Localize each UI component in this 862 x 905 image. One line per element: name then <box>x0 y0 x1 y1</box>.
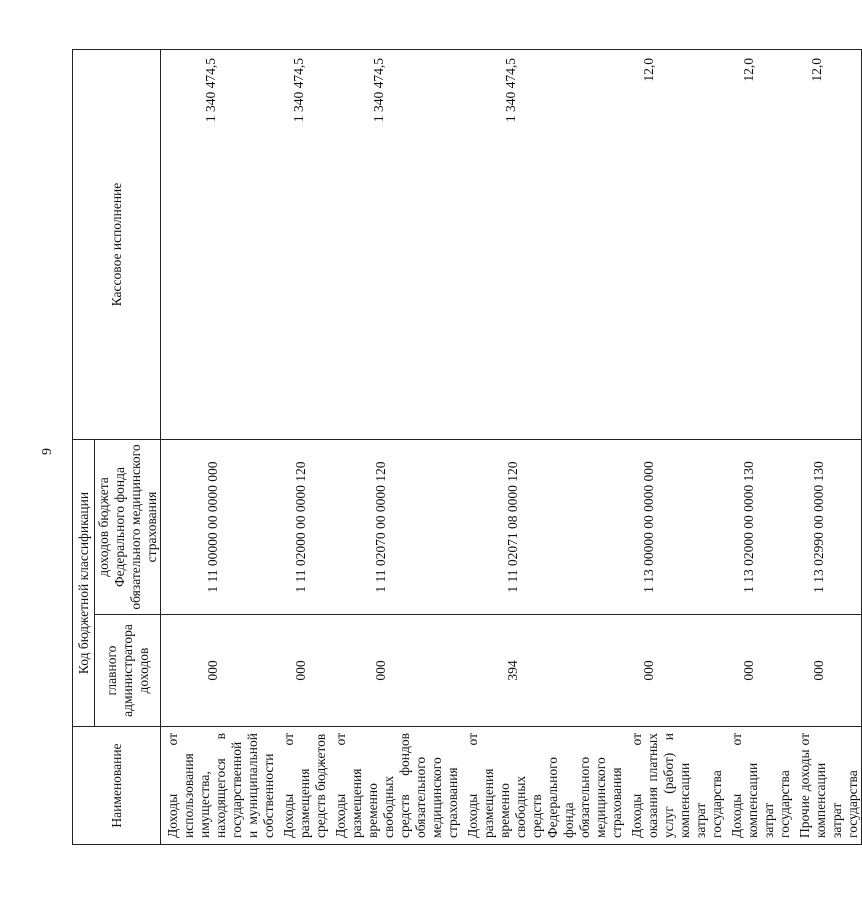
row-income-code: 1 13 00000 00 0000 000 <box>625 440 725 615</box>
row-name: Доходы от размещения временно свободных средств фондов обязательного медицинского страхования <box>329 727 461 845</box>
row-admin-code: 000 <box>277 615 329 727</box>
row-admin-code: 000 <box>161 615 278 727</box>
table-row <box>329 50 461 845</box>
header-name: Наименование <box>73 727 161 845</box>
table-row <box>793 50 862 845</box>
row-name: Доходы от оказания платных услуг (работ) и компенсации затрат государства <box>625 727 725 845</box>
row-income-code: 1 11 02071 08 0000 120 <box>461 440 625 615</box>
header-admin: главного администратора доходов <box>95 615 161 727</box>
row-income-code: 1 11 02000 00 0000 120 <box>277 440 329 615</box>
header-code-group: Код бюджетной классификации <box>73 440 95 727</box>
row-name: Доходы от компенсации затрат государства <box>725 727 793 845</box>
table-row <box>625 50 725 845</box>
row-income-code: 1 13 02990 00 0000 130 <box>793 440 862 615</box>
table-row <box>461 50 625 845</box>
row-admin-code: 000 <box>793 615 862 727</box>
row-amount: 12,0 <box>725 50 793 440</box>
row-amount: 12,0 <box>625 50 725 440</box>
row-name: Доходы от использования имущества, находящегося в государственной и муниципальной собственности <box>161 727 278 845</box>
header-income: доходов бюджета Федерального фонда обязательного медицинского страхования <box>95 440 161 615</box>
row-name: Прочие доходы от компенсации затрат государства <box>793 727 862 845</box>
budget-revenue-table <box>72 49 862 845</box>
row-income-code: 1 11 00000 00 0000 000 <box>161 440 278 615</box>
row-name: Доходы от размещения временно свободных средств Федерального фонда обязательного медицинского страхования <box>461 727 625 845</box>
row-amount: 12,0 <box>793 50 862 440</box>
row-amount: 1 340 474,5 <box>461 50 625 440</box>
row-name: Доходы от размещения средств бюджетов <box>277 727 329 845</box>
page-number: 9 <box>40 448 55 456</box>
row-admin-code: 000 <box>625 615 725 727</box>
row-admin-code: 394 <box>461 615 625 727</box>
row-income-code: 1 13 02000 00 0000 130 <box>725 440 793 615</box>
row-amount: 1 340 474,5 <box>277 50 329 440</box>
table-row <box>725 50 793 845</box>
row-admin-code: 000 <box>725 615 793 727</box>
row-admin-code: 000 <box>329 615 461 727</box>
header-execution: Кассовое исполнение <box>73 50 161 440</box>
row-amount: 1 340 474,5 <box>161 50 278 440</box>
row-amount: 1 340 474,5 <box>329 50 461 440</box>
rotated-table-container <box>72 50 860 845</box>
table-row <box>161 50 278 845</box>
table-row <box>277 50 329 845</box>
row-income-code: 1 11 02070 00 0000 120 <box>329 440 461 615</box>
